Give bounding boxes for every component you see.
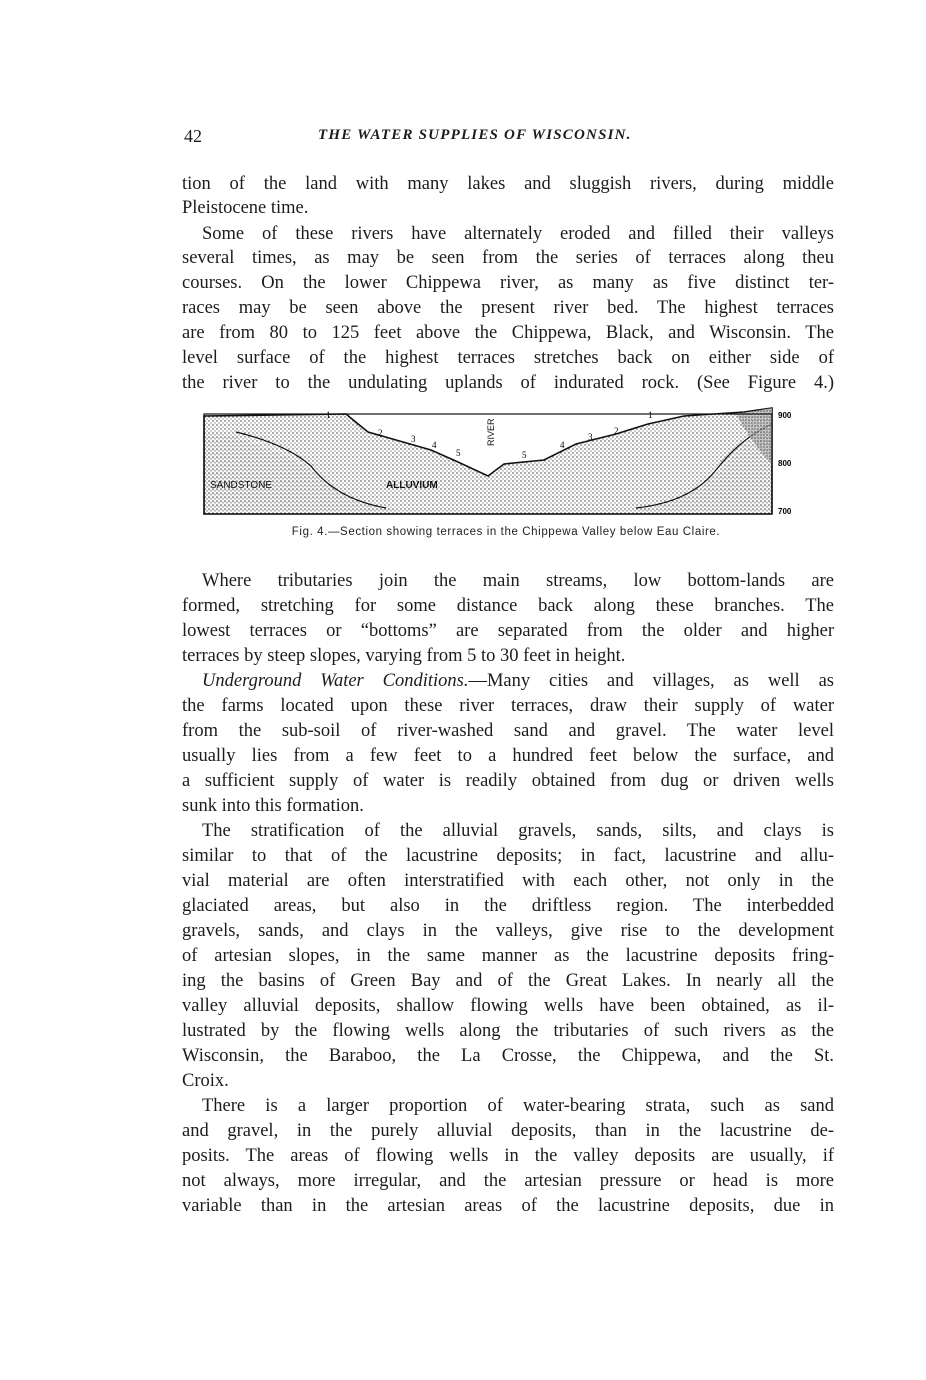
text-line: There is a larger proportion of water-bearing strata, such as sand	[202, 1096, 834, 1116]
text-line: valley alluvial deposits, shallow flowing wells have been obtained, as il-	[182, 996, 834, 1016]
terrace-number: 5	[522, 450, 527, 460]
text-line: Pleistocene time.	[182, 198, 309, 218]
terrace-number: 5	[456, 448, 461, 458]
text-line: not always, more irregular, and the artesian pressure or head is more	[182, 1171, 834, 1191]
terrace-number: 4	[432, 440, 437, 450]
terrace-number: 1	[326, 410, 331, 420]
terrace-number: 3	[411, 434, 416, 444]
text-line: lustrated by the flowing wells along the tributaries of such rivers as the	[182, 1021, 834, 1041]
text-line: usually lies from a few feet to a hundred feet below the surface, and	[182, 746, 834, 766]
text-line: the river to the undulating uplands of indurated rock. (See Figure 4.)	[182, 373, 834, 393]
section-heading-italic: Underground Water Conditions.	[202, 671, 469, 691]
text-line: similar to that of the lacustrine deposits; in fact, lacustrine and allu-	[182, 846, 834, 866]
text-line: terraces by steep slopes, varying from 5 to 30 feet in height.	[182, 646, 626, 666]
terrace-number: 3	[588, 432, 593, 442]
text-line: sunk into this formation.	[182, 796, 364, 816]
text-line: The stratification of the alluvial gravels, sands, silts, and clays is	[202, 821, 834, 841]
text-line: posits. The areas of flowing wells in the valley deposits are usually, if	[182, 1146, 834, 1166]
text-line: Croix.	[182, 1071, 229, 1091]
figure-caption: Fig. 4.—Section showing terraces in the Chippewa Valley below Eau Claire.	[291, 526, 721, 538]
text-line: ing the basins of Green Bay and of the Great Lakes. In nearly all the	[182, 971, 834, 991]
text-line: formed, stretching for some distance back along these branches. The	[182, 596, 834, 616]
sandstone-label: SANDSTONE	[210, 480, 273, 491]
alluvium-label: ALLUVIUM	[386, 480, 438, 491]
text-line: Wisconsin, the Baraboo, the La Crosse, the Chippewa, and the St.	[182, 1046, 834, 1066]
terrace-number: 2	[378, 428, 383, 438]
valley-section-figure	[196, 404, 816, 524]
river-label: RIVER	[486, 418, 496, 446]
terrace-number: 4	[560, 440, 565, 450]
text-line: from the sub-soil of river-washed sand and gravel. The water level	[182, 721, 834, 741]
running-title: THE WATER SUPPLIES OF WISCONSIN.	[318, 127, 632, 143]
elevation-label: 900	[778, 411, 792, 420]
text-line: the farms located upon these river terraces, draw their supply of water	[182, 696, 834, 716]
text-line: a sufficient supply of water is readily obtained from dug or driven wells	[182, 771, 834, 791]
text-line: Where tributaries join the main streams, low bottom-lands are	[202, 571, 834, 591]
text-line: Some of these rivers have alternately eroded and filled their valleys	[202, 224, 834, 244]
text-line: vial material are often interstratified with each other, not only in the	[182, 871, 834, 891]
text-line: tion of the land with many lakes and sluggish rivers, during middle	[182, 174, 834, 194]
text-line: courses. On the lower Chippewa river, as many as five distinct ter-	[182, 273, 834, 293]
text-line: are from 80 to 125 feet above the Chippewa, Black, and Wisconsin. The	[182, 323, 834, 343]
elevation-label: 800	[778, 459, 792, 468]
text-line: lowest terraces or “bottoms” are separated from the older and higher	[182, 621, 834, 641]
text-line: and gravel, in the purely alluvial deposits, than in the lacustrine de-	[182, 1121, 834, 1141]
terrace-number: 1	[648, 410, 653, 420]
text-line: glaciated areas, but also in the driftless region. The interbedded	[182, 896, 834, 916]
text-line: variable than in the artesian areas of the lacustrine deposits, due in	[182, 1196, 834, 1216]
text-line: gravels, sands, and clays in the valleys, give rise to the development	[182, 921, 834, 941]
text-line: of artesian slopes, in the same manner as the lacustrine deposits fring-	[182, 946, 834, 966]
elevation-label: 700	[778, 507, 792, 516]
page-number: 42	[184, 126, 202, 146]
text-line: several times, as may be seen from the series of terraces along theu	[182, 248, 834, 268]
running-header	[0, 126, 926, 150]
text-line: races may be seen above the present river bed. The highest terraces	[182, 298, 834, 318]
text-line: Underground Water Conditions.—Many cities and villages, as well as	[202, 671, 834, 691]
terrace-number: 2	[614, 426, 619, 436]
text-line: level surface of the highest terraces stretches back on either side of	[182, 348, 834, 368]
